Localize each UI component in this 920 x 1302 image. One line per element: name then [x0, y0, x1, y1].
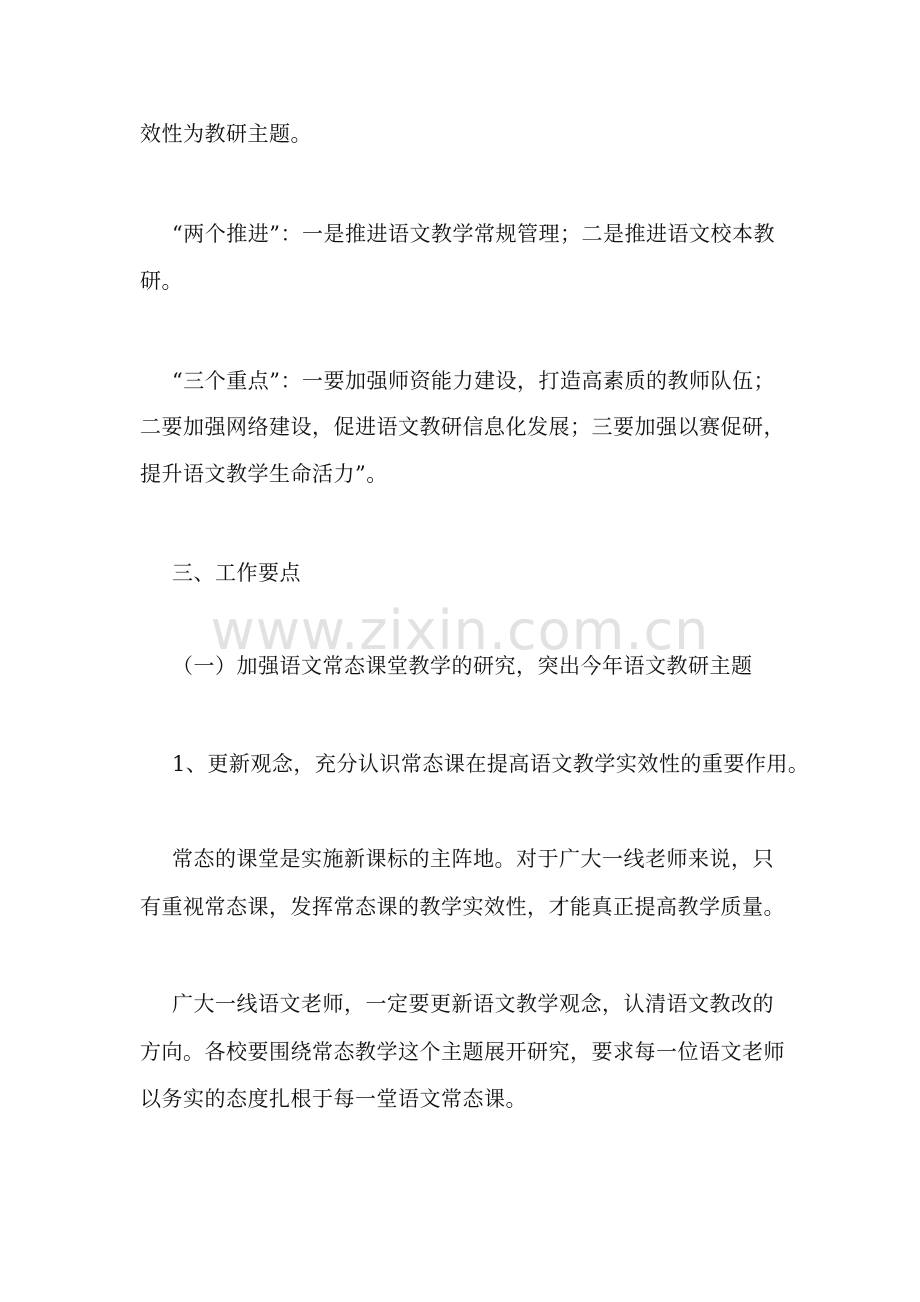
paragraph-line: “两个推进”：一是推进语文教学常规管理；二是推进语文校本教 — [172, 222, 775, 246]
paragraph-line: “三个重点”：一要加强师资能力建设，打造高素质的教师队伍； — [172, 369, 775, 393]
paragraph-line: 提升语文教学生命活力”。 — [140, 462, 388, 486]
paragraph-line: 方向。各校要围绕常态教学这个主题展开研究，要求每一位语文老师 — [140, 1040, 785, 1064]
paragraph-line: 广大一线语文老师，一定要更新语文教学观念，认清语文教改的 — [172, 992, 774, 1016]
item-heading: 1、更新观念，充分认识常态课在提高语文教学实效性的重要作用。 — [172, 752, 810, 776]
paragraph-line: 效性为教研主题。 — [140, 122, 312, 146]
paragraph-line: 常态的课堂是实施新课标的主阵地。对于广大一线老师来说，只 — [172, 847, 774, 871]
paragraph-line: 以务实的态度扎根于每一堂语文常态课。 — [140, 1087, 527, 1111]
section-heading: 三、工作要点 — [172, 561, 301, 585]
paragraph-line: 有重视常态课，发挥常态课的教学实效性，才能真正提高教学质量。 — [140, 895, 785, 919]
paragraph-line: 二要加强网络建设，促进语文教研信息化发展；三要加强以赛促研， — [140, 415, 785, 439]
paragraph-line: 研。 — [140, 269, 183, 293]
watermark: www.zixin.com.cn — [210, 599, 710, 662]
subsection-heading: （一）加强语文常态课堂教学的研究，突出今年语文教研主题 — [172, 654, 753, 678]
